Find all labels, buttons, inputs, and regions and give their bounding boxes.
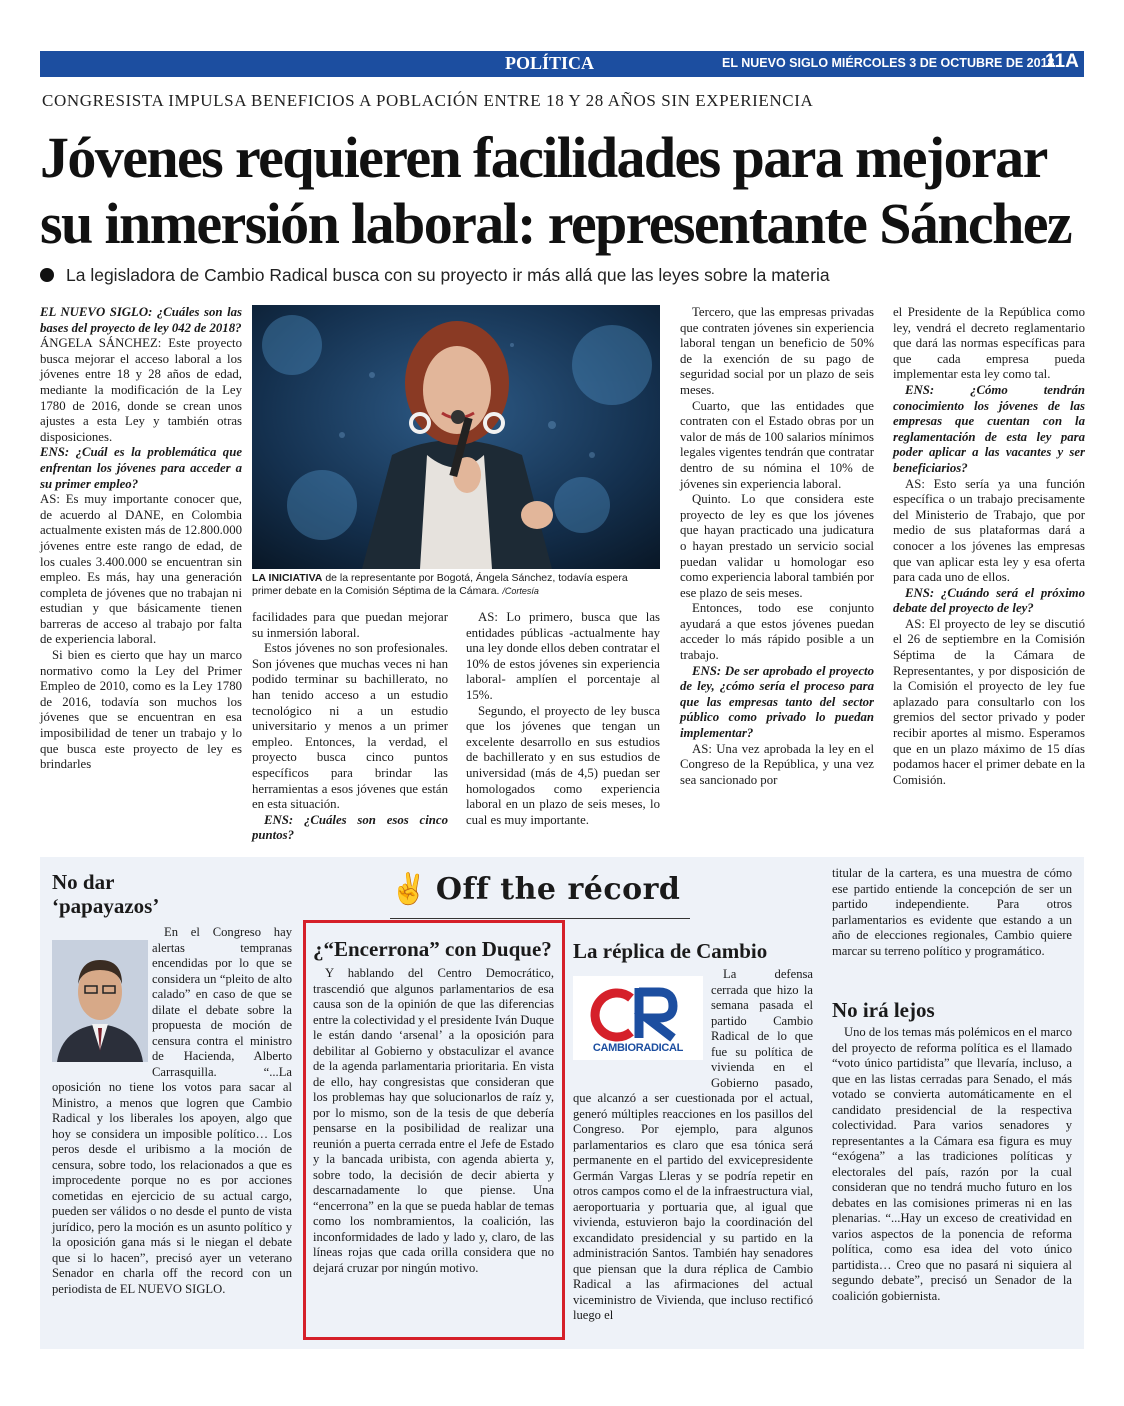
bullet-icon xyxy=(40,268,54,282)
paragraph: Segundo, el proyecto de ley busca que los jóvenes que tengan un excelente desarrollo en sus estudios de bachillerato y en sus estudios de universidad (más de 4,5) puedan ser homologados como experiencia laboral en un plazo de seis meses, lo cual es muy importante. xyxy=(466,703,660,827)
otr-title-text: Off the récord xyxy=(435,872,681,907)
question: ENS: De ser aprobado el proyecto de ley, ¿cómo sería el proceso para que las empresas tanto del sector público como privado lo puedan implementar? xyxy=(680,663,874,741)
caption-lead: LA INICIATIVA xyxy=(252,572,323,584)
paragraph: Estos jóvenes no son profesionales. Son jóvenes que muchas veces ni han podido terminar su bachillerato, no han tenido acceso a un estudio tecnológico ni a un estudio universitario y menos a un primer empleo. Entonces, la verdad, el proyecto busca cinco puntos específicos para brindar las herramientas a esos jóvenes que están en esta situación. xyxy=(252,641,448,812)
article-column-3 xyxy=(466,610,660,828)
lejos-body: Uno de los temas más polémicos en el marco del proyecto de reforma política es el llamado “voto único partidista” que llevaría, incluso, a que en las listas cerradas para Senado, el más votado se convierta automáticamente en el candidato presidencial de la respectiva colectividad. Para varios senadores y representantes a la Cámara esa figura es muy “exógena” a las tradiciones políticas y electorales del país, razón por la cual consideran que no tendrá mucho futuro en los debates en las comisiones primeras ni en las plenarias. “...Hay un exceso de creatividad en varios aspectos de la ponencia de reforma política, como esa idea del voto único partidista… Creo que no pasará ni siquiera al segundo debate”, precisó un Senador de la coalición gobiernista. xyxy=(832,1025,1072,1303)
article-column-4 xyxy=(680,305,874,788)
article-column-5 xyxy=(893,305,1085,788)
paragraph: facilidades para que puedan mejorar su inmersión laboral. xyxy=(252,610,448,640)
answer: ÁNGELA SÁNCHEZ: Este proyecto busca mejorar el acceso laboral a los jóvenes entre 18 y 28 años de edad, mediante la modificación de la Ley 1780 de 2016, donde se crean unos ajustes a esta Ley y también otras disposiciones. xyxy=(40,336,242,444)
question: EL NUEVO SIGLO: ¿Cuáles son las bases del proyecto de ley 042 de 2018? xyxy=(40,305,242,335)
lejos-text xyxy=(832,1025,1072,1304)
title-rule xyxy=(390,918,690,919)
answer: AS: El proyecto de ley se discutió el 26 de septiembre en la Comisión Séptima de la Cámara de Representantes, y por disposición de la Comisión el proyecto de ley fue aplazado para consultarlo con los gremios del sector privado y poder recibir aportes al mismo. Esperamos que en un plazo máximo de 15 días podamos hacer el primer debate en la Comisión. xyxy=(893,616,1085,787)
answer: AS: Es muy importante conocer que, de acuerdo al DANE, en Colombia actualmente existen más de 12.800.000 jóvenes entre este rango de edad, de los cuales 3.400.000 se encuentran sin empleo. Es más, hay una generación completa de jóvenes que no trabajan ni estudian y que básicamente tienen barreras de acceso al trabajo por falta de experiencia laboral. xyxy=(40,492,242,647)
caption-text: de la representante por Bogotá, Ángela Sánchez, todavía espera primer debate en la Comisión Séptima de la Cámara. xyxy=(252,572,628,597)
victory-hand-icon: ✌ xyxy=(390,872,428,907)
replica-body: La defensa cerrada que hizo la semana pasada el partido Cambio Radical de lo que fue su política de vivienda en el Gobierno pasado, que alcanzó a ser cuestionada por el actual, generó múltiples reacciones en los pasillos del Congreso. Por ejemplo, para algunos parlamentarios es claro que esa tónica será permanente en el partido del exvicepresidente Germán Vargas Lleras y se podría repetir en otros campos como el de la infraestructura vial, aeroportuaria y portuaria que, al igual que vivienda, estuvieron bajo la coordinación del excandidato presidencial y su partido en la administración Santos. También hay senadores que piensan que la dura réplica de Cambio Radical a las afirmaciones del actual viceministro de Vivienda, que incluso rectificó luego el xyxy=(573,967,813,1322)
article-headline xyxy=(40,125,1100,257)
paragraph: AS: Lo primero, busca que las entidades públicas -actualmente hay una ley donde ellos deben contratar el 10% de estos jóvenes sin experiencia laboral- amplíen el porcentaje al 15%. xyxy=(466,610,661,702)
article-photo xyxy=(252,305,660,569)
encerrona-title: ¿“Encerrona” con Duque? xyxy=(313,937,552,961)
replica-cont-text: titular de la cartera, es una muestra de cómo ese partido entiende la concepción de ser un partido independiente. Para otros parlamentarios es evidente que estando a un año de elecciones regionales, Cambio quiere marcar su terreno político y programático. xyxy=(832,866,1072,958)
photo-credit: /Cortesía xyxy=(502,586,539,596)
headline-line-1: Jóvenes requieren facilidades para mejorar xyxy=(40,125,1047,190)
section-label: POLÍTICA xyxy=(505,53,595,73)
deck-text: La legisladora de Cambio Radical busca con su proyecto ir más allá que las leyes sobre la materia xyxy=(66,265,830,285)
answer: AS: Esto sería ya una función específica o un trabajo precisamente del Ministerio de Trabajo, que por medio de sus plataformas dará a conocer a los jóvenes las empresas que van aplicar esta ley y esa oferta para cada uno de ellos. xyxy=(893,476,1085,585)
masthead-date: EL NUEVO SIGLO MIÉRCOLES 3 DE OCTUBRE DE 2018 xyxy=(722,56,1055,70)
question: ENS: ¿Cómo tendrán conocimiento los jóvenes de las empresas que cuentan con la reglamentación de esta ley para poder aplicar a las vacantes y ser beneficiarios? xyxy=(893,382,1085,475)
logo-float xyxy=(573,967,711,1091)
papayazos-text xyxy=(52,925,292,1297)
logo-text: CAMBIORADICAL xyxy=(592,1042,684,1054)
lejos-title: No irá lejos xyxy=(832,998,935,1022)
papayazos-body: En el Congreso hay alertas tempranas encendidas por lo que se considera un “pleito de alto calado” en caso de que se dilate el debate sobre la propuesta de moción de censura contra el ministro de Hacienda, Alberto Carrasquilla. “...La oposición no tiene los votos para sacar al Ministro, a menos que logren que Cambio Radical y los liberales los apoyen, algo que hoy se considera un imposible político… Los peros desde el uribismo a la moción de censura, sobre todo, los relacionados a que es improcedente porque no es por acciones cometidas en ejercicio de su actual cargo, pueden ser válidos o no desde el punto de vista jurídico, pero la moción es un asunto político y la oposición gana más si le niegan el debate que si lo hacen”, precisó ayer un veterano Senador en charla off the record con un periodista de EL NUEVO SIGLO. xyxy=(52,925,292,1296)
page-number: 11A xyxy=(1045,51,1079,72)
encerrona-body: Y hablando del Centro Democrático, trascendió que algunos parlamentarios de esa causa son de la opinión de que las diferencias entre la colectividad y el presidente Iván Duque le están dando ‘arsenal’ a la oposición para debilitar al Gobierno y obstaculizar el avance de la agenda parlamentaria prioritaria. En vista de ello, hay congresistas que consideran que los problemas hay que solucionarlos de raíz y, por lo mismo, son de la tesis de que debería pensarse en la posibilidad de realizar una reunión a puerta cerrada entre el Jefe de Estado y la bancada uribista, con agenda abierta y, sobre todo, la decisión de decir abierta y descarnadamente lo que piense. Una “encerrona” en la que se pueda hablar de temas como los nombramientos, la coalición, las inconformidades de lado y lado y, claro, de las líneas rojas que cada orilla considera que no dejará cruzar por ningún motivo. xyxy=(313,966,554,1275)
papayazos-title: No dar ‘papayazos’ xyxy=(52,870,160,918)
paragraph: Si bien es cierto que hay un marco normativo como la Ley del Primer Empleo de 2010, como es la Ley 1780 de 2016, todavía son muchos los jóvenes que se encuentran en esa imposibilidad de tener un trabajo y lo que busca este proyecto de ley es brindarles xyxy=(40,648,242,772)
replica-continued xyxy=(832,866,1072,959)
photo-float xyxy=(52,925,152,1068)
paragraph: el Presidente de la República como ley, vendrá el decreto reglamentario que dará las normas específicas para que cada empresa pueda implementar esta ley como tal. xyxy=(893,305,1085,382)
question: ENS: ¿Cuáles son esos cinco puntos? xyxy=(252,812,448,843)
question: ENS: ¿Cuál es la problemática que enfrentan los jóvenes para acceder a su primer empleo? xyxy=(40,445,242,491)
article-deck xyxy=(40,265,830,286)
paragraph: Entonces, todo ese conjunto ayudará a que estos jóvenes puedan acceder lo más rápido posible a un trabajo. xyxy=(680,601,874,663)
paragraph: Cuarto, que las entidades que contraten con el Estado obras por un valor de más de 100 salarios mínimos legales vigentes tendrán que contratar dentro de su nómina el 10% de jóvenes sin experiencia laboral. xyxy=(680,398,874,491)
paragraph: Tercero, que las empresas privadas que contraten jóvenes sin experiencia laboral tengan un beneficio de 50% de la exención de su pago de seguridad social por un plazo de seis meses. xyxy=(680,305,874,397)
encerrona-text xyxy=(313,966,554,1276)
answer: AS: Una vez aprobada la ley en el Congreso de la República, y una vez sea sancionado por xyxy=(680,741,874,787)
replica-title: La réplica de Cambio xyxy=(573,939,768,963)
headline-line-2: su inmersión laboral: representante Sánchez xyxy=(40,191,1072,256)
question: ENS: ¿Cuándo será el próximo debate del proyecto de ley? xyxy=(893,585,1085,616)
article-column-1 xyxy=(40,305,242,773)
photo-caption xyxy=(252,572,660,598)
speaker-photo-illustration xyxy=(252,305,660,569)
off-the-record-title xyxy=(390,872,680,907)
replica-text xyxy=(573,967,813,1324)
paragraph: Quinto. Lo que considera este proyecto de ley es que los jóvenes que hayan practicado una judicatura o hayan prestado un servicio social puedan validar u homologar eso como experiencia laboral también por ese plazo de seis meses. xyxy=(680,492,875,600)
article-column-2 xyxy=(252,610,448,844)
article-kicker: CONGRESISTA IMPULSA BENEFICIOS A POBLACIÓN ENTRE 18 Y 28 AÑOS SIN EXPERIENCIA xyxy=(42,91,814,110)
